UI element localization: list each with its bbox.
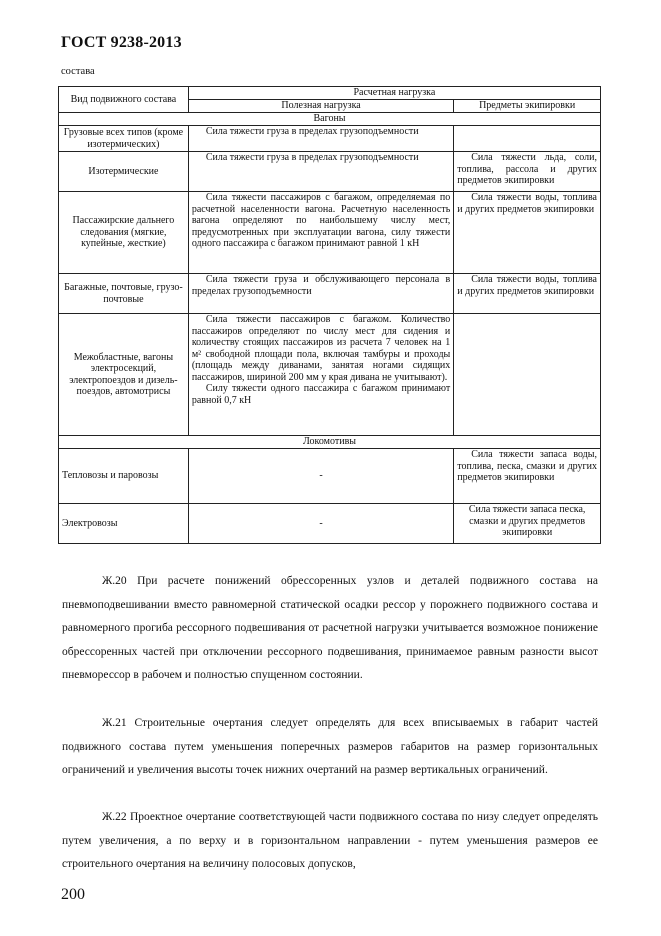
row-equip: Сила тяжести воды, топлива и других предметов экипировки xyxy=(454,274,601,314)
row-type: Изотермические xyxy=(59,152,189,192)
row-equip: Сила тяжести запаса песка, смазки и других предметов экипировки xyxy=(454,504,601,544)
table-row xyxy=(59,126,601,152)
row-equip: Сила тяжести льда, соли, топлива, рассола и других предметов экипировки xyxy=(454,152,601,192)
table-row xyxy=(59,314,601,436)
row-type: Электровозы xyxy=(59,504,189,544)
row-useful: - xyxy=(188,504,453,544)
table-header-row xyxy=(59,87,601,100)
row-useful: Сила тяжести груза и обслуживающего персонала в пределах грузоподъемности xyxy=(188,274,453,314)
useful-paragraph: Сила тяжести пассажиров с багажом. Количество пассажиров определяют по числу мест для сидения и количеству стоящих пассажиров из расчета 7 человек на 1 м² свободной площади пола, включая тамбуры и проходы (площадь между диванами, занятая ногами сидящих пассажиров, шириной 200 мм у края дивана не учитывают). xyxy=(191,314,451,383)
row-type: Багажные, почтовые, грузо-почтовые xyxy=(59,274,189,314)
paragraph-text: Ж.22 Проектное очертание соответствующей части подвижного состава по низу следует определять путем увеличения, а по верху и в горизонтальном направлении - путем уменьшения размеров ее строительного очертания на величину полосовых допусков, xyxy=(62,811,598,870)
row-equip xyxy=(454,314,601,436)
load-table xyxy=(58,86,601,544)
useful-paragraph: Силу тяжести одного пассажира с багажом принимают равной 0,7 кН xyxy=(191,383,451,406)
section-row xyxy=(59,113,601,126)
paragraph-text: Ж.20 При расчете понижений обрессоренных узлов и деталей подвижного состава на пневмоподвешивании вместо равномерной статической осадки рессор у порожнего подвижного состава и равномерного прогиба рессорного подвешивания от расчетной нагрузки учитывается возможное понижение обрессоренных частей при отключении рессорного подвешивания, принимаемое равным разности высот пневморессор в рабочем и полностью спущенном состоянии. xyxy=(62,575,598,681)
table-caption: состава xyxy=(61,66,95,77)
table-row xyxy=(59,274,601,314)
row-useful xyxy=(188,314,453,436)
document-header: ГОСТ 9238-2013 xyxy=(61,34,182,51)
row-equip: Сила тяжести воды, топлива и других предметов экипировки xyxy=(454,192,601,274)
header-type: Вид подвижного состава xyxy=(59,87,189,113)
table-row xyxy=(59,504,601,544)
row-type: Межобластные, вагоны электросекций, электропоездов и дизель-поездов, автомотрисы xyxy=(59,314,189,436)
row-useful: Сила тяжести груза в пределах грузоподъемности xyxy=(188,126,453,152)
table-row xyxy=(59,449,601,504)
table-row xyxy=(59,192,601,274)
row-equip xyxy=(454,126,601,152)
header-equip: Предметы экипировки xyxy=(454,100,601,113)
section-wagons: Вагоны xyxy=(59,113,601,126)
page-number: 200 xyxy=(61,886,85,903)
row-type: Пассажирские дальнего следования (мягкие, купейные, жесткие) xyxy=(59,192,189,274)
row-equip: Сила тяжести запаса воды, топлива, песка, смазки и других предметов экипировки xyxy=(454,449,601,504)
paragraph-zh21 xyxy=(62,712,598,783)
paragraph-text: Ж.21 Строительные очертания следует определять для всех вписываемых в габарит частей подвижного состава путем уменьшения поперечных размеров габаритов на размер горизонтальных ограничений и увеличения высоты точек нижних очертаний на размер вертикальных ограничений. xyxy=(62,717,598,776)
header-load: Расчетная нагрузка xyxy=(188,87,600,100)
section-row xyxy=(59,436,601,449)
row-type: Грузовые всех типов (кроме изотермических) xyxy=(59,126,189,152)
row-type: Тепловозы и паровозы xyxy=(59,449,189,504)
table-row xyxy=(59,152,601,192)
paragraph-zh20 xyxy=(62,570,598,688)
section-locos: Локомотивы xyxy=(59,436,601,449)
paragraph-zh22 xyxy=(62,806,598,877)
row-useful: Сила тяжести груза в пределах грузоподъемности xyxy=(188,152,453,192)
row-useful: Сила тяжести пассажиров с багажом, определяемая по расчетной населенности вагона. Расчетную населенность вагона определяют по наибольшему числу мест, предусмотренных при эксплуатации вагона, силу тяжести одного пассажира с багажом принимают равной 1 кН xyxy=(188,192,453,274)
row-useful: - xyxy=(188,449,453,504)
header-useful: Полезная нагрузка xyxy=(188,100,453,113)
